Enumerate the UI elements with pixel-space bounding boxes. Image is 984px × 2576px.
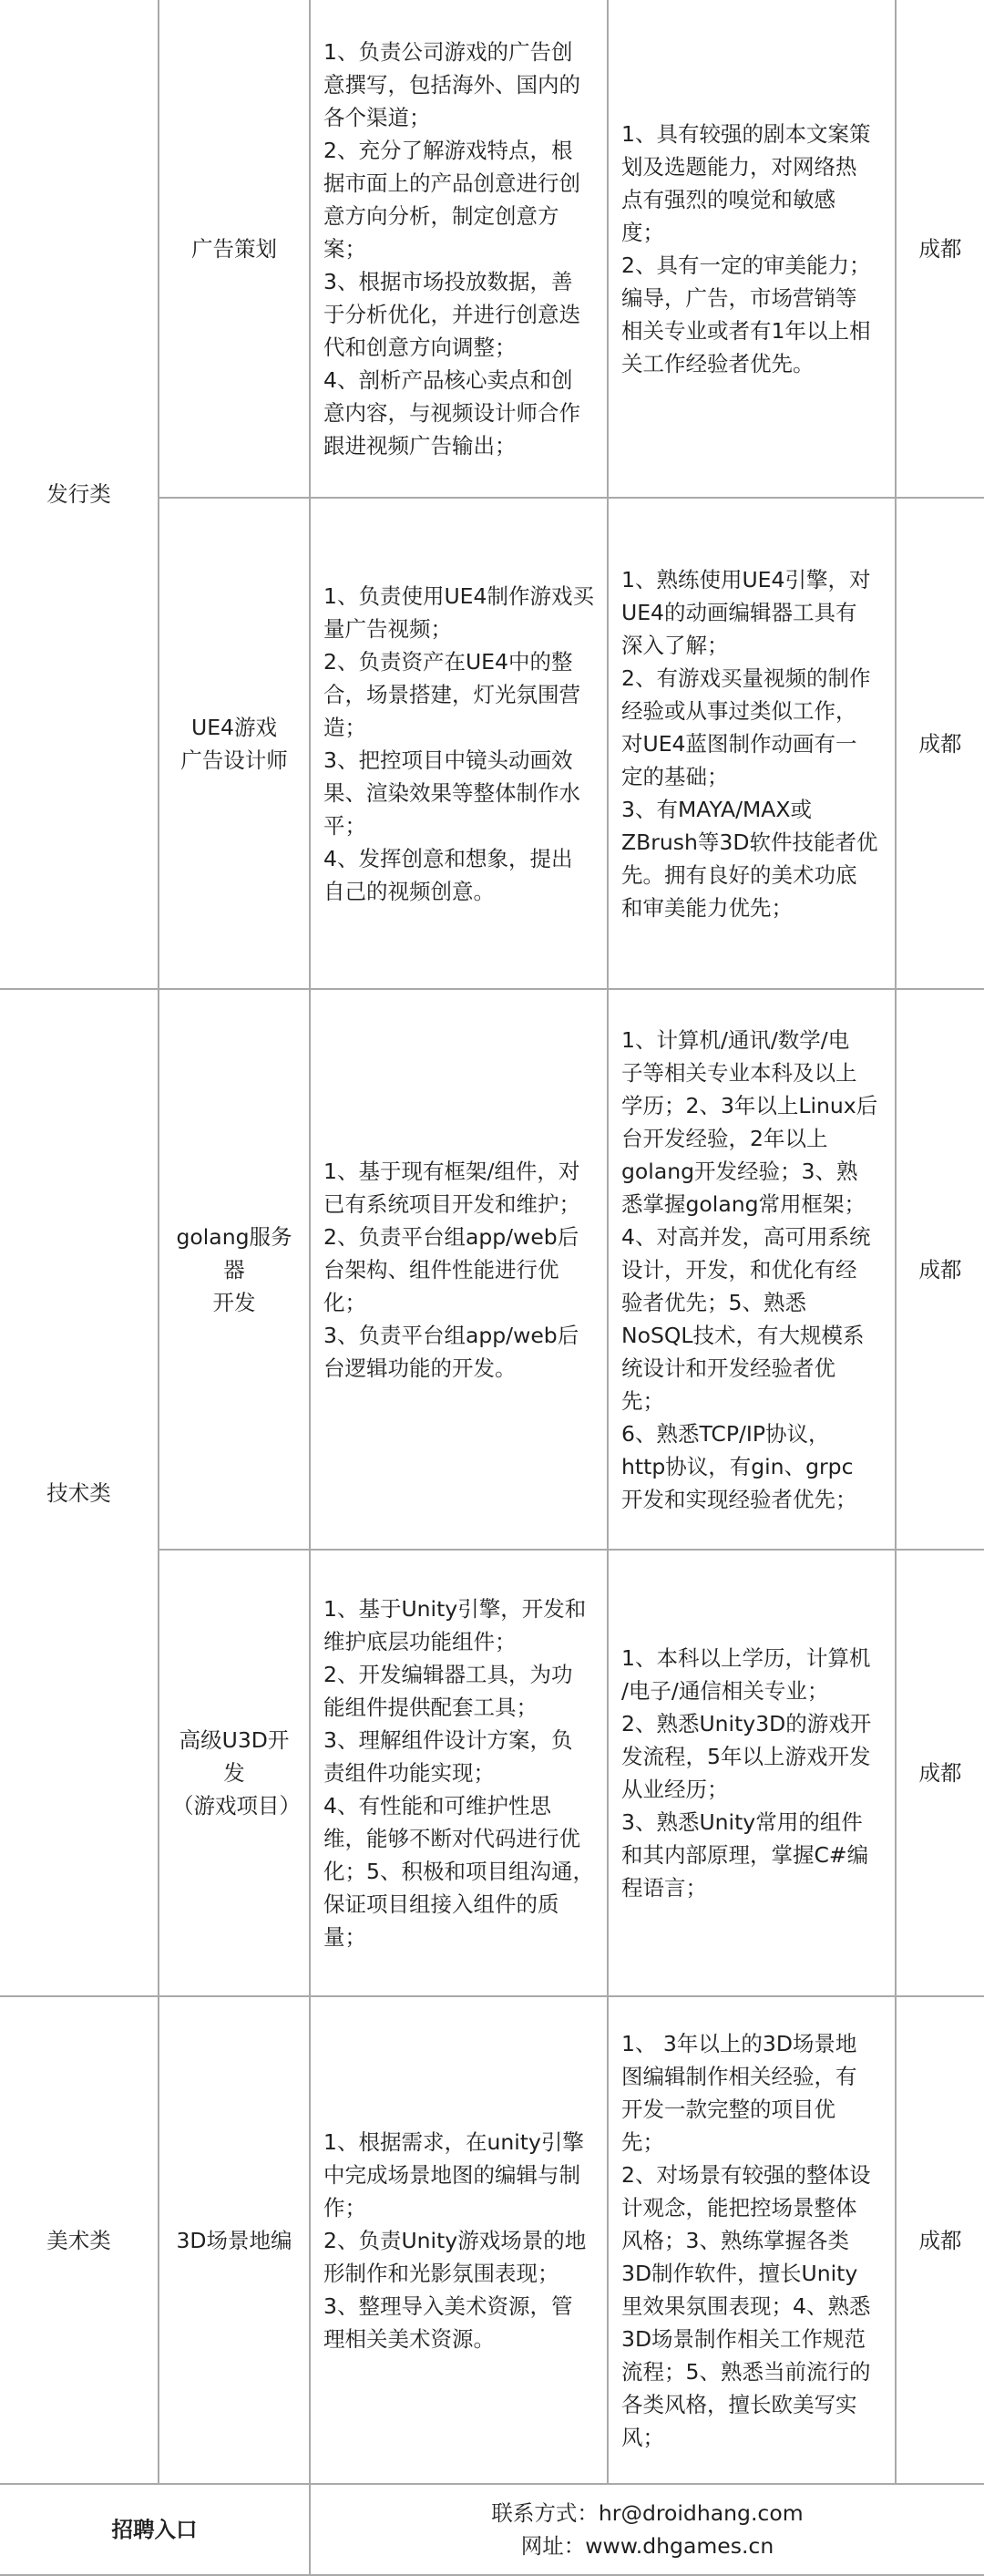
duty-line: 造； <box>323 714 366 740</box>
duty-line: 据市面上的产品创意进行创 <box>323 170 580 196</box>
duty-line: 4、有性能和可维护性思 <box>323 1793 551 1819</box>
requirement-line: 深入了解； <box>621 632 729 658</box>
duty-line: 意方向分析，制定创意方 <box>323 202 559 229</box>
requirement-line: /电子/通信相关专业； <box>621 1678 829 1704</box>
duties-cell <box>310 1996 608 2484</box>
duty-line: 平； <box>323 812 366 839</box>
job-title-cell <box>159 0 310 498</box>
requirement-line: 计观念，能把控场景整体 <box>621 2194 857 2221</box>
table-row <box>0 989 984 1550</box>
category-label: 技术类 <box>46 1479 111 1506</box>
requirement-line: 和其内部原理，掌握C#编 <box>621 1842 869 1868</box>
requirement-line: 关工作经验者优先。 <box>621 350 815 376</box>
duty-line: 3、把控项目中镜头动画效 <box>323 747 573 773</box>
duty-line: 2、负责资产在UE4中的整 <box>323 648 573 675</box>
requirements-cell <box>608 1996 896 2484</box>
requirement-line: golang开发经验；3、熟 <box>621 1158 858 1184</box>
requirement-line: 开发一款完整的项目优 <box>621 2096 835 2122</box>
requirements-cell <box>608 0 896 498</box>
duties-cell <box>310 0 608 498</box>
requirement-line: 1、本科以上学历，计算机 <box>621 1645 871 1671</box>
duties-cell <box>310 498 608 989</box>
requirement-line: 风； <box>621 2424 664 2450</box>
location-cell <box>896 1996 984 2484</box>
duty-line: 已有系统项目开发和维护； <box>323 1190 580 1217</box>
duty-line: 理相关美术资源。 <box>323 2325 495 2352</box>
requirement-line: 先； <box>621 1387 664 1414</box>
location-label: 成都 <box>918 1256 962 1283</box>
duty-line: 各个渠道； <box>323 104 431 130</box>
website-link[interactable]: 网址：www.dhgames.cn <box>520 2533 774 2559</box>
requirement-line: 2、具有一定的审美能力； <box>621 252 871 278</box>
requirement-line: 先； <box>621 2128 664 2155</box>
duty-line: 作； <box>323 2194 366 2221</box>
duty-line: 形制作和光影氛围表现； <box>323 2260 559 2286</box>
duty-line: 2、负责Unity游戏场景的地 <box>323 2227 587 2253</box>
duty-line: 意撰写，包括海外、国内的 <box>323 71 580 98</box>
footer-row <box>0 2484 984 2575</box>
location-cell <box>896 498 984 989</box>
requirement-line: 6、熟悉TCP/IP协议， <box>621 1420 830 1447</box>
duty-line: 1、基于现有框架/组件，对 <box>323 1158 580 1184</box>
duties-cell <box>310 989 608 1550</box>
requirement-line: 度； <box>621 219 664 245</box>
requirement-line: 和审美能力优先； <box>621 894 793 921</box>
requirement-line: 流程；5、熟悉当前流行的 <box>621 2358 871 2385</box>
requirement-line: 2、对场景有较强的整体设 <box>621 2161 871 2188</box>
requirement-line: 1、计算机/通讯/数学/电 <box>621 1026 850 1053</box>
requirement-line: 1、具有较强的剧本文案策 <box>621 120 871 147</box>
requirement-line: 2、有游戏买量视频的制作 <box>621 665 871 691</box>
requirement-line: 点有强烈的嗅觉和敏感 <box>621 186 835 212</box>
category-label: 发行类 <box>46 481 111 507</box>
requirement-line: 台开发经验，2年以上 <box>621 1125 828 1151</box>
duty-line: 3、整理导入美术资源，管 <box>323 2293 573 2319</box>
duty-line: 3、负责平台组app/web后 <box>323 1322 579 1348</box>
job-title-line: 高级U3D开发 <box>179 1727 290 1786</box>
duty-line: 案； <box>323 235 366 262</box>
requirements-cell <box>608 1550 896 1996</box>
requirement-line: 编导，广告，市场营销等 <box>621 284 857 311</box>
category-cell <box>0 1996 159 2484</box>
duty-line: 责组件功能实现； <box>323 1760 495 1786</box>
duty-line: 1、负责使用UE4制作游戏买 <box>323 582 594 609</box>
table-row <box>0 0 984 498</box>
requirement-line: 开发和实现经验者优先； <box>621 1486 857 1512</box>
requirement-line: 验者优先；5、熟悉 <box>621 1289 806 1315</box>
job-title-line: 广告设计师 <box>180 747 288 773</box>
duty-line: 代和创意方向调整； <box>323 334 517 360</box>
requirement-line: 各类风格，擅长欧美写实 <box>621 2391 857 2417</box>
duty-line: 量广告视频； <box>323 615 452 642</box>
duty-line: 2、负责平台组app/web后 <box>323 1223 579 1250</box>
job-title-cell <box>159 1996 310 2484</box>
duty-line: 台逻辑功能的开发。 <box>323 1355 517 1381</box>
location-cell <box>896 1550 984 1996</box>
location-label: 成都 <box>918 235 962 262</box>
requirement-line: 1、 3年以上的3D场景地 <box>621 2030 857 2056</box>
duty-line: 合，场景搭建，灯光氛围营 <box>323 681 580 707</box>
requirement-line: 里效果氛围表现；4、熟悉 <box>621 2293 871 2319</box>
requirement-line: 1、熟练使用UE4引擎，对 <box>621 566 871 592</box>
requirement-line: 3、有MAYA/MAX或 <box>621 796 812 822</box>
requirement-line: 3、熟悉Unity常用的组件 <box>621 1809 863 1835</box>
job-title-line: 3D场景地编 <box>176 2227 292 2253</box>
contact-email-link[interactable]: 联系方式：hr@droidhang.com <box>491 2500 804 2526</box>
duty-line: 维，能够不断对代码进行优 <box>323 1826 580 1851</box>
duty-line: 3、理解组件设计方案，负 <box>323 1727 573 1753</box>
requirement-line: 悉掌握golang常用框架； <box>621 1190 866 1217</box>
location-label: 成都 <box>918 730 962 757</box>
duty-line: 4、发挥创意和想象，提出 <box>323 845 573 871</box>
duty-line: 维护底层功能组件； <box>323 1629 517 1654</box>
requirements-cell <box>608 498 896 989</box>
duty-line: 保证项目组接入组件的质 <box>323 1891 559 1917</box>
duty-line: 意内容，与视频设计师合作 <box>323 399 580 426</box>
location-cell <box>896 989 984 1550</box>
duty-line: 1、负责公司游戏的广告创 <box>323 38 573 65</box>
duty-line: 中完成场景地图的编辑与制 <box>323 2161 580 2188</box>
duty-line: 跟进视频广告输出； <box>323 432 517 459</box>
requirement-line: 定的基础； <box>621 763 729 789</box>
requirement-line: 图编辑制作相关经验，有 <box>621 2063 857 2089</box>
job-title-cell <box>159 989 310 1550</box>
duty-line: 能组件提供配套工具； <box>323 1695 538 1720</box>
requirement-line: 先。拥有良好的美术功底 <box>621 861 857 888</box>
requirement-line: 3D制作软件，擅长Unity <box>621 2260 858 2286</box>
job-title-cell <box>159 1550 310 1996</box>
requirement-line: http协议，有gin、grpc <box>621 1453 854 1479</box>
duty-line: 量； <box>323 1924 366 1950</box>
requirement-line: 程语言； <box>621 1875 707 1901</box>
recruitment-entry-label: 招聘入口 <box>0 2484 310 2575</box>
requirement-line: 3D场景制作相关工作规范 <box>621 2325 866 2352</box>
requirement-line: 设计，开发，和优化有经 <box>621 1256 857 1283</box>
location-label: 成都 <box>918 2227 962 2253</box>
job-title-line: 广告策划 <box>191 235 277 262</box>
contact-info <box>310 2484 984 2575</box>
requirements-cell <box>608 989 896 1550</box>
location-label: 成都 <box>918 1760 962 1786</box>
category-cell <box>0 989 159 1996</box>
requirement-line: 风格；3、熟练掌握各类 <box>621 2227 849 2253</box>
job-title-line: 器 <box>223 1256 245 1283</box>
job-title-line: golang服务 <box>176 1223 292 1250</box>
category-label: 美术类 <box>46 2227 111 2253</box>
duty-line: 1、根据需求，在unity引擎 <box>323 2128 584 2155</box>
requirement-line: 从业经历； <box>621 1777 729 1802</box>
duty-line: 2、充分了解游戏特点，根 <box>323 137 573 163</box>
requirement-line: 相关专业或者有1年以上相 <box>621 317 871 344</box>
duty-line: 于分析优化，并进行创意迭 <box>323 301 580 327</box>
requirement-line: 子等相关专业本科及以上 <box>621 1059 857 1086</box>
requirement-line: 2、熟悉Unity3D的游戏开 <box>621 1711 872 1736</box>
duty-line: 4、剖析产品核心卖点和创 <box>323 366 573 393</box>
requirement-line: 对UE4蓝图制作动画有一 <box>621 730 857 757</box>
requirement-line: 划及选题能力，对网络热 <box>621 153 857 180</box>
duty-line: 1、基于Unity引擎，开发和 <box>323 1596 587 1622</box>
requirement-line: 发流程，5年以上游戏开发 <box>621 1744 871 1769</box>
table-row <box>0 1996 984 2484</box>
duty-line: 化； <box>323 1289 366 1315</box>
requirement-line: 经验或从事过类似工作， <box>621 697 857 724</box>
requirement-line: 学历；2、3年以上Linux后 <box>621 1092 878 1118</box>
duty-line: 自己的视频创意。 <box>323 878 495 904</box>
job-title-line: （游戏项目） <box>172 1793 301 1819</box>
duty-line: 2、开发编辑器工具，为功 <box>323 1662 573 1687</box>
location-cell <box>896 0 984 498</box>
job-title-line: 开发 <box>212 1289 256 1315</box>
job-title-cell <box>159 498 310 989</box>
category-cell <box>0 0 159 989</box>
requirement-line: NoSQL技术，有大规模系 <box>621 1322 865 1348</box>
requirement-line: 统设计和开发经验者优 <box>621 1355 835 1381</box>
requirement-line: UE4的动画编辑器工具有 <box>621 599 857 625</box>
duty-line: 化；5、积极和项目组沟通， <box>323 1859 594 1884</box>
requirement-line: ZBrush等3D软件技能者优 <box>621 829 878 855</box>
job-title-line: UE4游戏 <box>191 714 277 740</box>
duty-line: 台架构、组件性能进行优 <box>323 1256 559 1283</box>
requirement-line: 4、对高并发，高可用系统 <box>621 1223 871 1250</box>
duty-line: 3、根据市场投放数据，善 <box>323 268 573 294</box>
duty-line: 果、渲染效果等整体制作水 <box>323 779 580 806</box>
duties-cell <box>310 1550 608 1996</box>
